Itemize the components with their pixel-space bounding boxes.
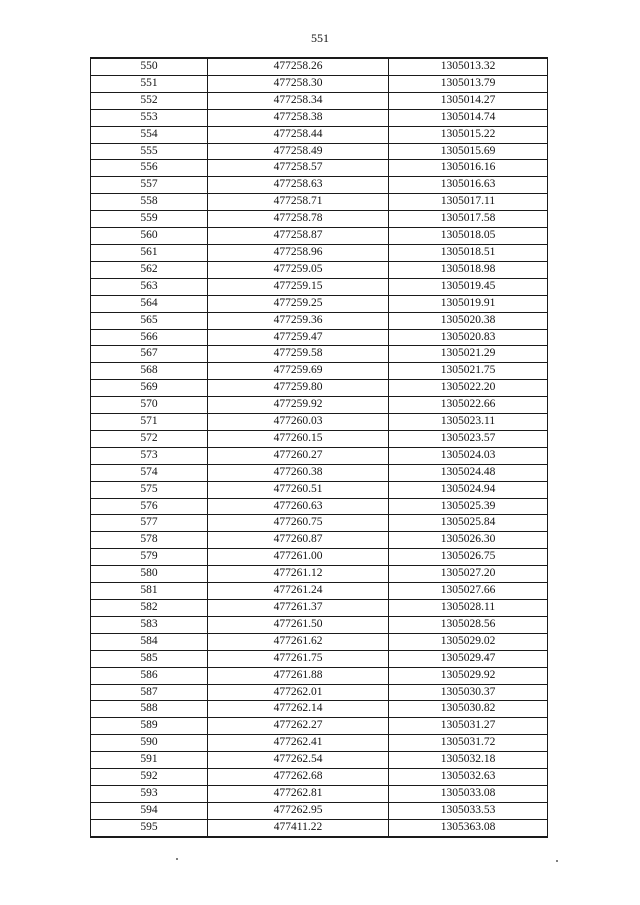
x-coordinate-cell: 477261.62 (208, 633, 389, 650)
y-coordinate-cell: 1305014.27 (389, 92, 548, 109)
point-number-cell: 556 (91, 160, 208, 177)
coordinates-table-body (91, 58, 548, 837)
table-row (91, 566, 548, 583)
x-coordinate-cell: 477262.01 (208, 684, 389, 701)
point-number-cell: 580 (91, 566, 208, 583)
x-coordinate-cell: 477258.26 (208, 58, 389, 75)
point-number-cell: 574 (91, 464, 208, 481)
y-coordinate-cell: 1305024.48 (389, 464, 548, 481)
point-number-cell: 592 (91, 769, 208, 786)
y-coordinate-cell: 1305023.11 (389, 414, 548, 431)
table-row (91, 75, 548, 92)
table-row (91, 312, 548, 329)
point-number-cell: 588 (91, 701, 208, 718)
point-number-cell: 557 (91, 177, 208, 194)
table-row (91, 633, 548, 650)
y-coordinate-cell: 1305015.69 (389, 143, 548, 160)
x-coordinate-cell: 477261.75 (208, 650, 389, 667)
x-coordinate-cell: 477259.58 (208, 346, 389, 363)
x-coordinate-cell: 477258.49 (208, 143, 389, 160)
table-row (91, 600, 548, 617)
point-number-cell: 593 (91, 785, 208, 802)
table-row (91, 261, 548, 278)
point-number-cell: 568 (91, 363, 208, 380)
y-coordinate-cell: 1305031.27 (389, 718, 548, 735)
point-number-cell: 585 (91, 650, 208, 667)
x-coordinate-cell: 477259.25 (208, 295, 389, 312)
y-coordinate-cell: 1305018.05 (389, 228, 548, 245)
table-row (91, 769, 548, 786)
table-row (91, 414, 548, 431)
table-row (91, 295, 548, 312)
table-row (91, 701, 548, 718)
table-row (91, 346, 548, 363)
point-number-cell: 589 (91, 718, 208, 735)
x-coordinate-cell: 477259.69 (208, 363, 389, 380)
table-row (91, 718, 548, 735)
x-coordinate-cell: 477261.00 (208, 549, 389, 566)
point-number-cell: 582 (91, 600, 208, 617)
table-row (91, 785, 548, 802)
x-coordinate-cell: 477258.71 (208, 194, 389, 211)
point-number-cell: 578 (91, 532, 208, 549)
y-coordinate-cell: 1305029.02 (389, 633, 548, 650)
y-coordinate-cell: 1305016.16 (389, 160, 548, 177)
table-row (91, 58, 548, 75)
table-row (91, 177, 548, 194)
y-coordinate-cell: 1305029.47 (389, 650, 548, 667)
x-coordinate-cell: 477260.63 (208, 498, 389, 515)
x-coordinate-cell: 477411.22 (208, 819, 389, 836)
point-number-cell: 562 (91, 261, 208, 278)
point-number-cell: 573 (91, 447, 208, 464)
y-coordinate-cell: 1305032.63 (389, 769, 548, 786)
scan-speck (176, 858, 178, 860)
table-row (91, 329, 548, 346)
point-number-cell: 572 (91, 430, 208, 447)
y-coordinate-cell: 1305033.53 (389, 802, 548, 819)
x-coordinate-cell: 477259.92 (208, 397, 389, 414)
x-coordinate-cell: 477261.88 (208, 667, 389, 684)
point-number-cell: 583 (91, 616, 208, 633)
x-coordinate-cell: 477262.41 (208, 735, 389, 752)
x-coordinate-cell: 477261.12 (208, 566, 389, 583)
y-coordinate-cell: 1305022.66 (389, 397, 548, 414)
point-number-cell: 555 (91, 143, 208, 160)
point-number-cell: 581 (91, 583, 208, 600)
point-number-cell: 587 (91, 684, 208, 701)
table-row (91, 397, 548, 414)
table-row (91, 515, 548, 532)
x-coordinate-cell: 477258.57 (208, 160, 389, 177)
x-coordinate-cell: 477260.87 (208, 532, 389, 549)
point-number-cell: 569 (91, 380, 208, 397)
point-number-cell: 577 (91, 515, 208, 532)
coordinates-table (90, 57, 548, 838)
table-row (91, 363, 548, 380)
point-number-cell: 567 (91, 346, 208, 363)
x-coordinate-cell: 477259.47 (208, 329, 389, 346)
x-coordinate-cell: 477258.30 (208, 75, 389, 92)
point-number-cell: 561 (91, 244, 208, 261)
y-coordinate-cell: 1305018.51 (389, 244, 548, 261)
point-number-cell: 575 (91, 481, 208, 498)
y-coordinate-cell: 1305017.11 (389, 194, 548, 211)
page-number: 551 (311, 31, 329, 45)
table-row (91, 380, 548, 397)
y-coordinate-cell: 1305025.39 (389, 498, 548, 515)
y-coordinate-cell: 1305021.75 (389, 363, 548, 380)
y-coordinate-cell: 1305013.32 (389, 58, 548, 75)
table-row (91, 583, 548, 600)
point-number-cell: 579 (91, 549, 208, 566)
y-coordinate-cell: 1305025.84 (389, 515, 548, 532)
x-coordinate-cell: 477260.75 (208, 515, 389, 532)
y-coordinate-cell: 1305026.30 (389, 532, 548, 549)
y-coordinate-cell: 1305023.57 (389, 430, 548, 447)
y-coordinate-cell: 1305024.03 (389, 447, 548, 464)
point-number-cell: 594 (91, 802, 208, 819)
table-row (91, 211, 548, 228)
point-number-cell: 576 (91, 498, 208, 515)
table-row (91, 549, 548, 566)
table-row (91, 92, 548, 109)
table-row (91, 228, 548, 245)
y-coordinate-cell: 1305030.82 (389, 701, 548, 718)
x-coordinate-cell: 477258.63 (208, 177, 389, 194)
y-coordinate-cell: 1305020.83 (389, 329, 548, 346)
table-row (91, 109, 548, 126)
y-coordinate-cell: 1305017.58 (389, 211, 548, 228)
point-number-cell: 590 (91, 735, 208, 752)
y-coordinate-cell: 1305032.18 (389, 752, 548, 769)
table-row (91, 160, 548, 177)
y-coordinate-cell: 1305019.45 (389, 278, 548, 295)
x-coordinate-cell: 477262.95 (208, 802, 389, 819)
x-coordinate-cell: 477259.15 (208, 278, 389, 295)
x-coordinate-cell: 477259.05 (208, 261, 389, 278)
point-number-cell: 566 (91, 329, 208, 346)
y-coordinate-cell: 1305027.20 (389, 566, 548, 583)
y-coordinate-cell: 1305031.72 (389, 735, 548, 752)
table-row (91, 498, 548, 515)
table-row (91, 667, 548, 684)
table-row (91, 464, 548, 481)
table-row (91, 194, 548, 211)
point-number-cell: 564 (91, 295, 208, 312)
x-coordinate-cell: 477259.36 (208, 312, 389, 329)
x-coordinate-cell: 477261.24 (208, 583, 389, 600)
table-row (91, 447, 548, 464)
x-coordinate-cell: 477262.54 (208, 752, 389, 769)
y-coordinate-cell: 1305029.92 (389, 667, 548, 684)
table-row (91, 616, 548, 633)
point-number-cell: 595 (91, 819, 208, 836)
y-coordinate-cell: 1305015.22 (389, 126, 548, 143)
x-coordinate-cell: 477258.38 (208, 109, 389, 126)
x-coordinate-cell: 477262.68 (208, 769, 389, 786)
x-coordinate-cell: 477260.51 (208, 481, 389, 498)
x-coordinate-cell: 477262.81 (208, 785, 389, 802)
point-number-cell: 586 (91, 667, 208, 684)
table-row (91, 481, 548, 498)
x-coordinate-cell: 477261.37 (208, 600, 389, 617)
point-number-cell: 558 (91, 194, 208, 211)
table-row (91, 650, 548, 667)
point-number-cell: 584 (91, 633, 208, 650)
table-row (91, 430, 548, 447)
x-coordinate-cell: 477262.27 (208, 718, 389, 735)
table-row (91, 244, 548, 261)
point-number-cell: 571 (91, 414, 208, 431)
table-row (91, 752, 548, 769)
point-number-cell: 559 (91, 211, 208, 228)
y-coordinate-cell: 1305363.08 (389, 819, 548, 836)
table-row (91, 532, 548, 549)
table-row (91, 819, 548, 836)
y-coordinate-cell: 1305018.98 (389, 261, 548, 278)
table-row (91, 735, 548, 752)
x-coordinate-cell: 477261.50 (208, 616, 389, 633)
x-coordinate-cell: 477258.96 (208, 244, 389, 261)
x-coordinate-cell: 477262.14 (208, 701, 389, 718)
x-coordinate-cell: 477258.34 (208, 92, 389, 109)
table-row (91, 126, 548, 143)
table-row (91, 684, 548, 701)
point-number-cell: 565 (91, 312, 208, 329)
y-coordinate-cell: 1305024.94 (389, 481, 548, 498)
x-coordinate-cell: 477260.27 (208, 447, 389, 464)
point-number-cell: 560 (91, 228, 208, 245)
point-number-cell: 563 (91, 278, 208, 295)
x-coordinate-cell: 477258.87 (208, 228, 389, 245)
y-coordinate-cell: 1305013.79 (389, 75, 548, 92)
scan-speck (556, 860, 558, 862)
x-coordinate-cell: 477260.03 (208, 414, 389, 431)
y-coordinate-cell: 1305022.20 (389, 380, 548, 397)
x-coordinate-cell: 477259.80 (208, 380, 389, 397)
point-number-cell: 554 (91, 126, 208, 143)
y-coordinate-cell: 1305014.74 (389, 109, 548, 126)
y-coordinate-cell: 1305028.56 (389, 616, 548, 633)
y-coordinate-cell: 1305028.11 (389, 600, 548, 617)
table-row (91, 278, 548, 295)
point-number-cell: 551 (91, 75, 208, 92)
y-coordinate-cell: 1305027.66 (389, 583, 548, 600)
point-number-cell: 552 (91, 92, 208, 109)
point-number-cell: 591 (91, 752, 208, 769)
y-coordinate-cell: 1305016.63 (389, 177, 548, 194)
y-coordinate-cell: 1305026.75 (389, 549, 548, 566)
table-row (91, 802, 548, 819)
point-number-cell: 570 (91, 397, 208, 414)
point-number-cell: 550 (91, 58, 208, 75)
y-coordinate-cell: 1305030.37 (389, 684, 548, 701)
y-coordinate-cell: 1305021.29 (389, 346, 548, 363)
x-coordinate-cell: 477258.78 (208, 211, 389, 228)
y-coordinate-cell: 1305019.91 (389, 295, 548, 312)
x-coordinate-cell: 477260.15 (208, 430, 389, 447)
point-number-cell: 553 (91, 109, 208, 126)
y-coordinate-cell: 1305033.08 (389, 785, 548, 802)
x-coordinate-cell: 477258.44 (208, 126, 389, 143)
table-row (91, 143, 548, 160)
y-coordinate-cell: 1305020.38 (389, 312, 548, 329)
x-coordinate-cell: 477260.38 (208, 464, 389, 481)
